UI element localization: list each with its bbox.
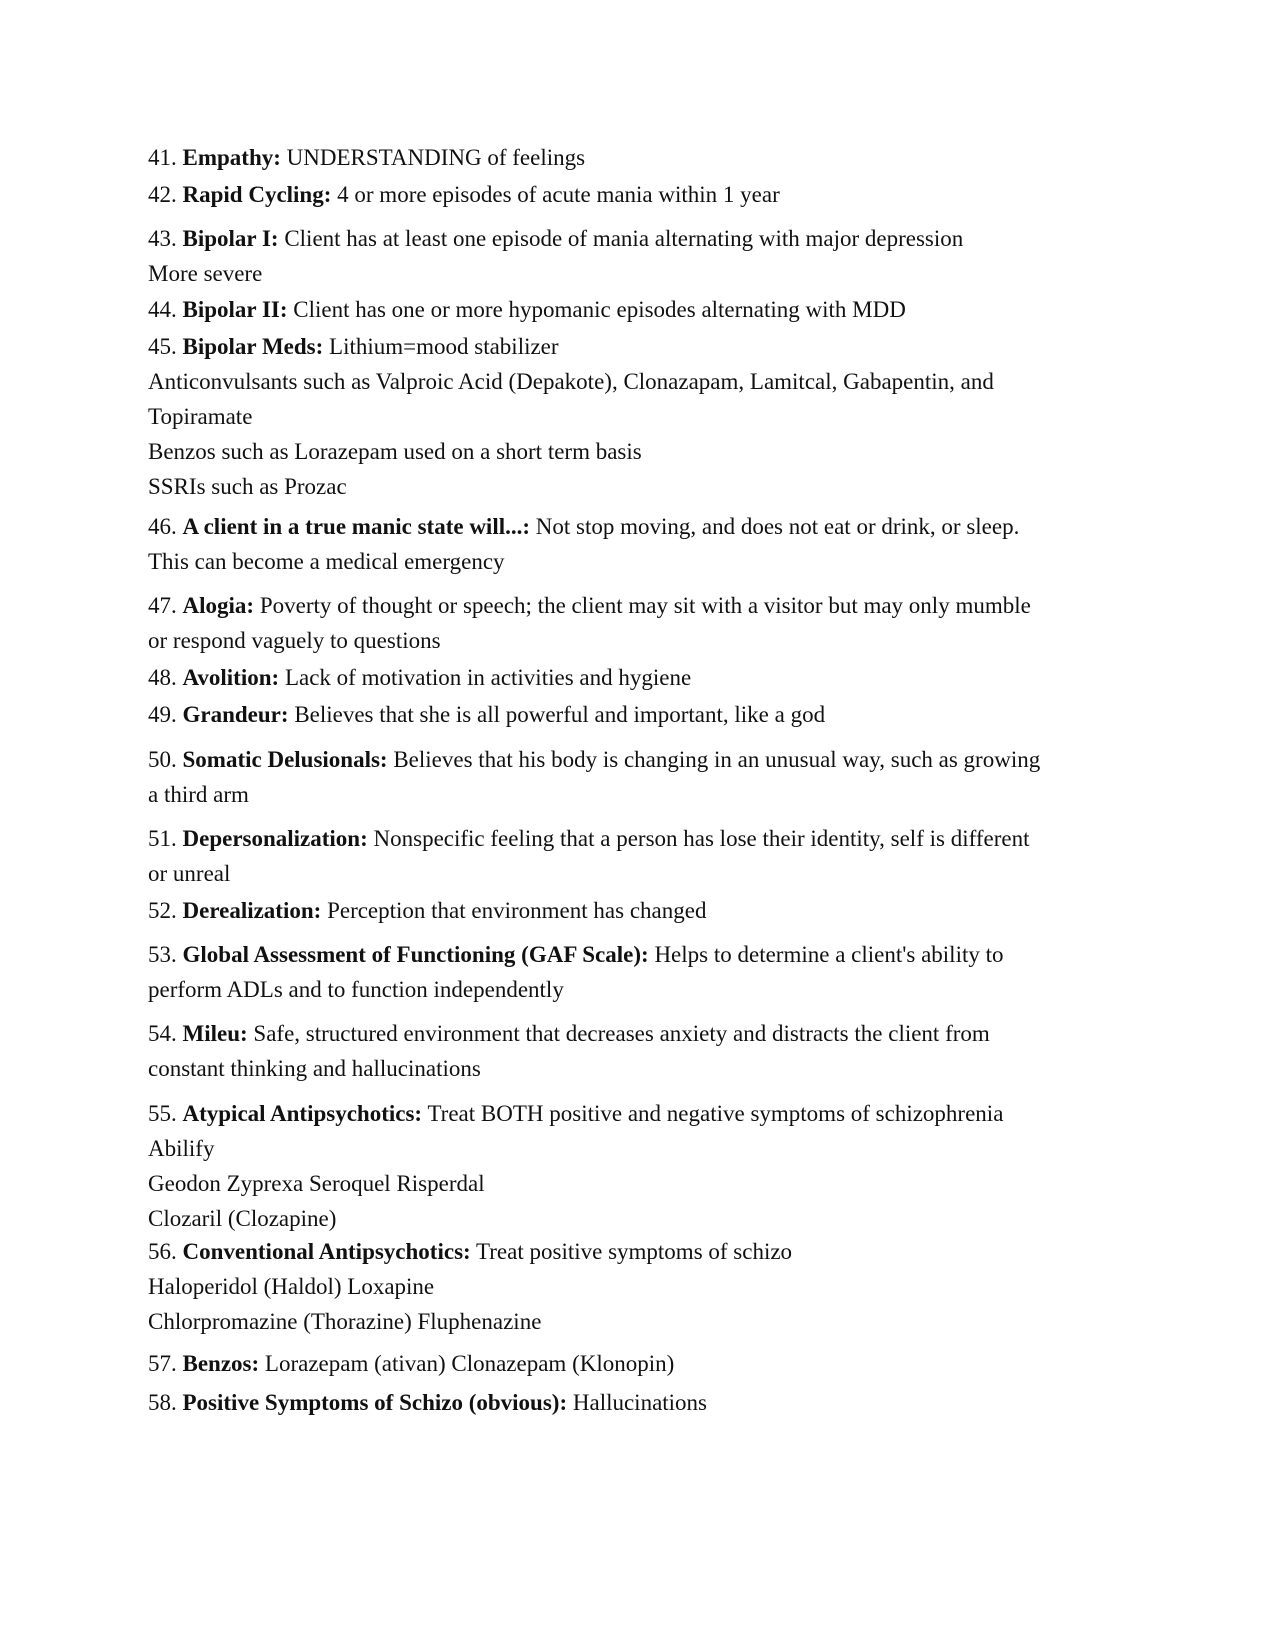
glossary-entry bbox=[148, 292, 1138, 327]
entry-definition-text: SSRIs such as Prozac bbox=[148, 474, 347, 499]
entry-definition-text: Chlorpromazine (Thorazine) Fluphenazine bbox=[148, 1309, 542, 1334]
entry-definition-text: Benzos such as Lorazepam used on a short term basis bbox=[148, 439, 642, 464]
glossary-entry bbox=[148, 221, 1138, 291]
entry-number: 58. bbox=[148, 1390, 177, 1415]
entry-continuation-line bbox=[148, 256, 1138, 291]
entry-definition-text: 4 or more episodes of acute mania within 1 year bbox=[337, 182, 780, 207]
entry-continuation-line bbox=[148, 1131, 1138, 1166]
entry-first-line bbox=[148, 742, 1138, 777]
entry-continuation-line bbox=[148, 1051, 1138, 1086]
entry-continuation-line bbox=[148, 623, 1138, 658]
entry-first-line bbox=[148, 292, 1138, 327]
entry-first-line bbox=[148, 1096, 1138, 1131]
entry-definition-text: Client has at least one episode of mania alternating with major depression bbox=[284, 226, 964, 251]
entry-number: 44. bbox=[148, 297, 177, 322]
entry-definition-text: Clozaril (Clozapine) bbox=[148, 1206, 337, 1231]
entry-definition-text: Believes that his body is changing in an unusual way, such as growing bbox=[393, 747, 1041, 772]
entry-first-line bbox=[148, 1346, 1138, 1381]
glossary-entry bbox=[148, 1096, 1138, 1236]
entry-number: 54. bbox=[148, 1021, 177, 1046]
entry-definition-text: Perception that environment has changed bbox=[327, 898, 707, 923]
entry-term: Avolition: bbox=[182, 665, 280, 690]
entry-number: 48. bbox=[148, 665, 177, 690]
entry-number: 50. bbox=[148, 747, 177, 772]
entry-continuation-line bbox=[148, 469, 1138, 504]
entry-term: Empathy: bbox=[182, 145, 281, 170]
entry-number: 46. bbox=[148, 514, 177, 539]
entry-number: 51. bbox=[148, 826, 177, 851]
entry-first-line bbox=[148, 937, 1138, 972]
entry-first-line bbox=[148, 821, 1138, 856]
entry-continuation-line bbox=[148, 1166, 1138, 1201]
glossary-entry bbox=[148, 697, 1138, 732]
entry-definition-text: Safe, structured environment that decreases anxiety and distracts the client from bbox=[253, 1021, 990, 1046]
entry-term: Depersonalization: bbox=[182, 826, 368, 851]
entry-number: 42. bbox=[148, 182, 177, 207]
glossary-entry bbox=[148, 742, 1138, 812]
entry-number: 47. bbox=[148, 593, 177, 618]
entry-number: 49. bbox=[148, 702, 177, 727]
entry-continuation-line bbox=[148, 972, 1138, 1007]
glossary-entry bbox=[148, 177, 1138, 212]
entry-term: Derealization: bbox=[182, 898, 322, 923]
entry-number: 53. bbox=[148, 942, 177, 967]
entry-first-line bbox=[148, 660, 1138, 695]
entry-first-line bbox=[148, 1234, 1138, 1269]
entry-first-line bbox=[148, 893, 1138, 928]
entry-term: Benzos: bbox=[182, 1351, 260, 1376]
entry-continuation-line bbox=[148, 1269, 1138, 1304]
entry-continuation-line bbox=[148, 1201, 1138, 1236]
entry-continuation-line bbox=[148, 777, 1138, 812]
entry-number: 55. bbox=[148, 1101, 177, 1126]
entry-number: 41. bbox=[148, 145, 177, 170]
entry-definition-text: or unreal bbox=[148, 861, 231, 886]
glossary-entry bbox=[148, 509, 1138, 579]
entry-definition-text: Hallucinations bbox=[572, 1390, 708, 1415]
entry-definition-text: Treat BOTH positive and negative symptoms of schizophrenia bbox=[427, 1101, 1004, 1126]
glossary-entry bbox=[148, 1234, 1138, 1339]
glossary-entry bbox=[148, 893, 1138, 928]
entry-term: Somatic Delusionals: bbox=[182, 747, 388, 772]
entry-term: Global Assessment of Functioning (GAF Scale): bbox=[182, 942, 649, 967]
entry-definition-text: Nonspecific feeling that a person has lose their identity, self is different bbox=[373, 826, 1030, 851]
entry-definition-text: a third arm bbox=[148, 782, 249, 807]
entry-continuation-line bbox=[148, 1304, 1138, 1339]
glossary-entry bbox=[148, 660, 1138, 695]
entry-definition-text: Geodon Zyprexa Seroquel Risperdal bbox=[148, 1171, 485, 1196]
entry-definition-text: Client has one or more hypomanic episodes alternating with MDD bbox=[293, 297, 906, 322]
entry-definition-text: constant thinking and hallucinations bbox=[148, 1056, 481, 1081]
entry-definition-text: Abilify bbox=[148, 1136, 215, 1161]
entry-first-line bbox=[148, 221, 1138, 256]
entry-first-line bbox=[148, 509, 1138, 544]
entry-term: Bipolar II: bbox=[182, 297, 288, 322]
entry-definition-text: or respond vaguely to questions bbox=[148, 628, 441, 653]
glossary-entry bbox=[148, 588, 1138, 658]
entry-definition-text: Lack of motivation in activities and hygiene bbox=[284, 665, 692, 690]
entry-continuation-line bbox=[148, 364, 1138, 399]
entry-definition-text: Believes that she is all powerful and important, like a god bbox=[294, 702, 826, 727]
entry-definition-text: Haloperidol (Haldol) Loxapine bbox=[148, 1274, 435, 1299]
entry-number: 45. bbox=[148, 334, 177, 359]
entry-definition-text: Lithium=mood stabilizer bbox=[329, 334, 559, 359]
glossary-entry bbox=[148, 821, 1138, 891]
entry-definition-text: Lorazepam (ativan) Clonazepam (Klonopin) bbox=[264, 1351, 675, 1376]
entry-definition-text: UNDERSTANDING of feelings bbox=[286, 145, 586, 170]
entry-term: Mileu: bbox=[182, 1021, 248, 1046]
entry-term: Positive Symptoms of Schizo (obvious): bbox=[182, 1390, 568, 1415]
entry-term: Rapid Cycling: bbox=[182, 182, 332, 207]
entry-definition-text: Not stop moving, and does not eat or drink, or sleep. bbox=[535, 514, 1020, 539]
entry-definition-text: Anticonvulsants such as Valproic Acid (Depakote), Clonazapam, Lamitcal, Gabapentin, and bbox=[148, 369, 994, 394]
glossary-entry bbox=[148, 140, 1138, 175]
entry-first-line bbox=[148, 1016, 1138, 1051]
entry-first-line bbox=[148, 588, 1138, 623]
entry-number: 56. bbox=[148, 1239, 177, 1264]
entry-continuation-line bbox=[148, 856, 1138, 891]
entry-number: 52. bbox=[148, 898, 177, 923]
entry-term: Alogia: bbox=[182, 593, 255, 618]
entry-term: Bipolar I: bbox=[182, 226, 279, 251]
glossary-entry bbox=[148, 1016, 1138, 1086]
entry-definition-text: Poverty of thought or speech; the client may sit with a visitor but may only mumble bbox=[259, 593, 1031, 618]
entry-number: 43. bbox=[148, 226, 177, 251]
entry-term: Atypical Antipsychotics: bbox=[182, 1101, 423, 1126]
entry-term: Conventional Antipsychotics: bbox=[182, 1239, 471, 1264]
glossary-entry bbox=[148, 329, 1138, 504]
entry-definition-text: Treat positive symptoms of schizo bbox=[476, 1239, 793, 1264]
entry-term: Grandeur: bbox=[182, 702, 289, 727]
entry-definition-text: Helps to determine a client's ability to bbox=[654, 942, 1004, 967]
entry-first-line bbox=[148, 1385, 1138, 1420]
entry-definition-text: More severe bbox=[148, 261, 263, 286]
glossary-entry bbox=[148, 1385, 1138, 1420]
entry-definition-text: perform ADLs and to function independently bbox=[148, 977, 564, 1002]
entry-term: A client in a true manic state will...: bbox=[182, 514, 531, 539]
entry-continuation-line bbox=[148, 434, 1138, 469]
entry-continuation-line bbox=[148, 544, 1138, 579]
entry-term: Bipolar Meds: bbox=[182, 334, 324, 359]
entry-continuation-line bbox=[148, 399, 1138, 434]
entry-first-line bbox=[148, 140, 1138, 175]
entry-definition-text: This can become a medical emergency bbox=[148, 549, 505, 574]
entry-first-line bbox=[148, 177, 1138, 212]
entry-definition-text: Topiramate bbox=[148, 404, 253, 429]
entry-number: 57. bbox=[148, 1351, 177, 1376]
entry-first-line bbox=[148, 329, 1138, 364]
entry-first-line bbox=[148, 697, 1138, 732]
glossary-entry bbox=[148, 1346, 1138, 1381]
glossary-entry bbox=[148, 937, 1138, 1007]
